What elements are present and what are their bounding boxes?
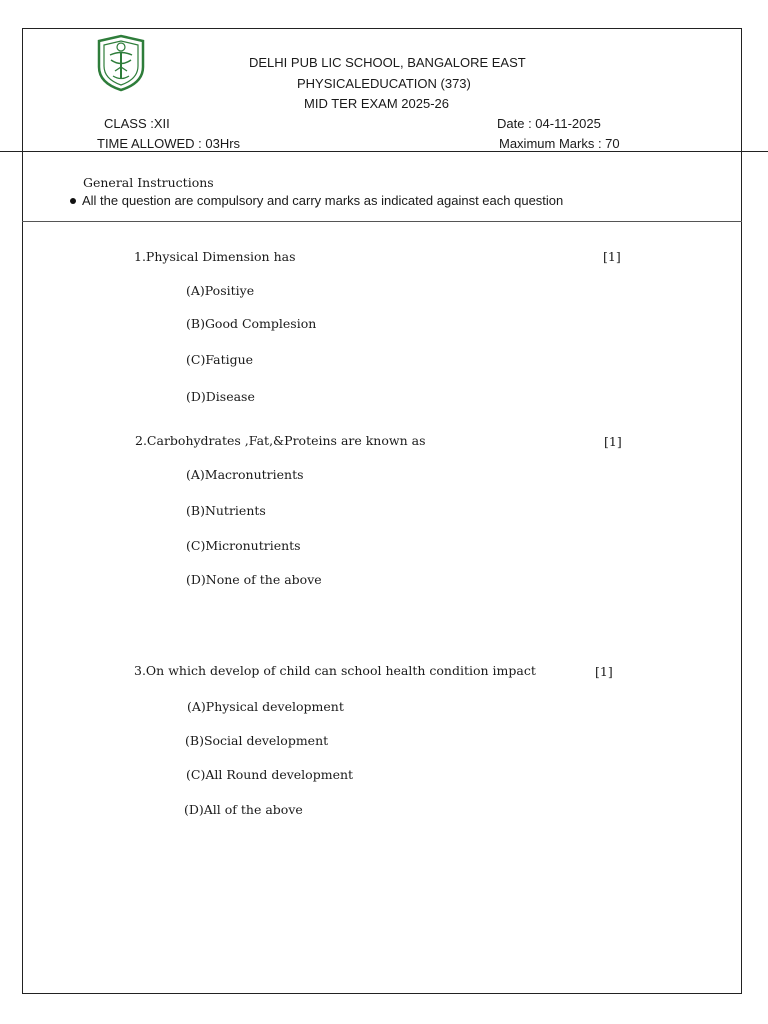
question-1-option-d: (D)Disease xyxy=(186,389,255,404)
exam-title: MID TER EXAM 2025-26 xyxy=(304,96,449,111)
date-label: Date : 04-11-2025 xyxy=(497,116,601,131)
question-2-option-d: (D)None of the above xyxy=(186,572,322,587)
question-2-option-a: (A)Macronutrients xyxy=(186,467,304,482)
subject-title: PHYSICALEDUCATION (373) xyxy=(297,76,471,91)
question-1-option-b: (B)Good Complesion xyxy=(186,316,317,331)
school-name: DELHI PUB LIC SCHOOL, BANGALORE EAST xyxy=(249,55,526,70)
instruction-item xyxy=(70,193,563,209)
question-3-option-c: (C)All Round development xyxy=(186,767,354,782)
question-3-option-b: (B)Social development xyxy=(185,733,329,748)
question-1-text: 1.Physical Dimension has xyxy=(134,249,296,264)
page-border xyxy=(22,28,742,994)
question-1-marks: [1] xyxy=(603,249,621,264)
question-2-text: 2.Carbohydrates ,Fat,&Proteins are known as xyxy=(135,433,426,448)
instruction-text: All the question are compulsory and carry marks as indicated against each question xyxy=(82,193,564,208)
question-2-marks: [1] xyxy=(604,434,622,449)
question-3-text: 3.On which develop of child can school health condition impact xyxy=(134,663,536,678)
bullet-icon xyxy=(70,198,76,204)
question-3-marks: [1] xyxy=(595,664,613,679)
max-marks-label: Maximum Marks : 70 xyxy=(499,136,620,151)
header-divider xyxy=(0,151,768,152)
class-label: CLASS :XII xyxy=(104,116,170,131)
question-1-option-c: (C)Fatigue xyxy=(186,352,254,367)
question-3-option-d: (D)All of the above xyxy=(184,802,303,817)
time-allowed-label: TIME ALLOWED : 03Hrs xyxy=(97,136,241,151)
school-crest-icon xyxy=(93,33,149,93)
instructions-heading: General Instructions xyxy=(83,175,214,190)
instructions-divider xyxy=(22,221,742,222)
question-3-option-a: (A)Physical development xyxy=(187,699,344,714)
question-1-option-a: (A)Positiye xyxy=(186,283,255,298)
question-2-option-b: (B)Nutrients xyxy=(186,503,266,518)
question-2-option-c: (C)Micronutrients xyxy=(186,538,301,553)
